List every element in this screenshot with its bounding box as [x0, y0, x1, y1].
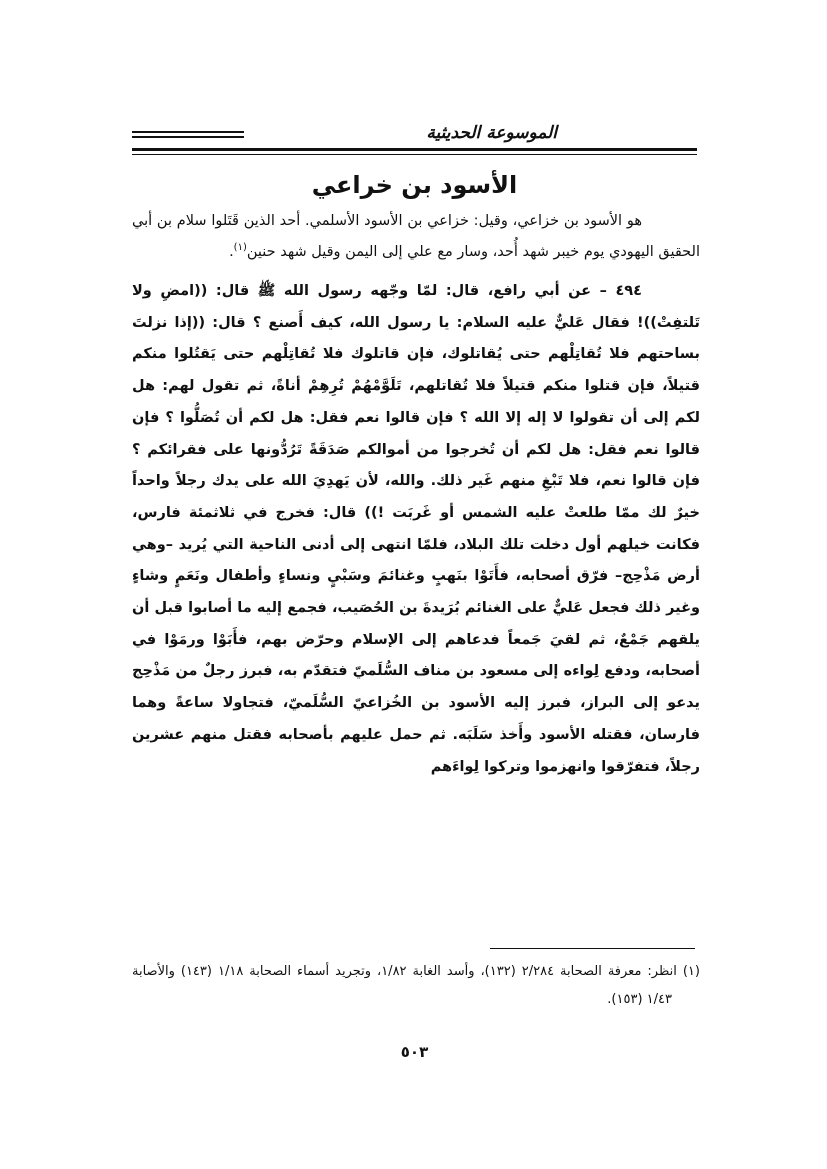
- footnote-text: (١) انظر: معرفة الصحابة ٢/٢٨٤ (١٣٢)، وأسد الغابة ١/٨٢، وتجريد أسماء الصحابة ١/١٨ (١٤٣) والأصابة ١/٤٣ (١٥٣).: [132, 964, 700, 1007]
- intro-paragraph: [132, 206, 700, 268]
- running-header: [132, 118, 697, 158]
- intro-text: هو الأسود بن خزاعي، وقيل: خزاعي بن الأسود الأسلمي. أحد الذين قَتَلوا سلام بن أبي الحقيق اليهودي يوم خيبر شهد أُحد، وسار مع علي إلى اليمن وقيل شهد حنين: [132, 213, 700, 260]
- header-short-rule: [132, 131, 244, 138]
- footnote-ref: (١): [233, 242, 247, 254]
- header-double-rule: [132, 148, 697, 155]
- page-number: ٥٠٣: [400, 1043, 429, 1061]
- entry-title: الأسود بن خراعي: [311, 171, 518, 199]
- intro-end: .: [229, 244, 234, 260]
- hadith-paragraph: ٤٩٤ – عن أبي رافع، قال: لمّا وجّهه رسول الله ﷺ قال: ((امضِ ولا تَلتفِتْ))! فقال عَليٌّ عليه السلام: يا رسول الله، كيف أَصنع ؟ قال: ((إذا نزلتَ بساحتهم فلا تُقاتِلْهم حتى يُقاتلوك، فإن قاتلوك فلا تُقاتِلْهم حتى يَقتُلوا منكم قتيلاً، فإن قتلوا منكم قتيلاً فلا تُقاتلهم، تَلَوَّمْهُمْ تُرِهِمْ أناةً، ثم تقول لهم: هل لكم إلى أن تقولوا لا إله إلا الله ؟ فإن قالوا نعم فقل: هل لكم أن تُصَلُّوا ؟ فإن قالوا نعم فقل: هل لكم أن تُخرجوا من أموالكم صَدَقَةً تَرُدُّونها على فقرائكم ؟ فإن قالوا نعم، فلا تَبْغِ منهم غَير ذلك. والله، لأن يَهدِيَ الله على يدك رجلاً واحداً خيرٌ لك ممّا طلعتْ عليه الشمس أو غَربَت !)) قال: فخرج في ثلاثمئة فارس، فكانت خيلهم أول دخلت تلك البلاد، فلمّا انتهى إلى أدنى الناحية التي يُريد –وهي أرض مَذْحِج– فرّق أصحابه، فأَتَوْا بنَهبٍ وغنائمَ وسَبْيٍ ونساءٍ وأطفال ونَعَمٍ وشاءٍ وغير ذلك فجعل عَليٌّ على الغنائم بُرَيدةَ بن الحُصَيب، فجمع إليه ما أصابوا قبل أن يلقهم جَمْعٌ، ثم لقيَ جَمعاً فدعاهم إلى الإسلام وحرّض بهم، فأَبَوْا ورمَوْا في أصحابه، ودفع لِواءه إلى مسعود بن مناف السُّلَميّ فتقدّم به، فبرز رجلٌ من مَذْحِج يدعو إلى البراز، فبرز إليه الأسود بن الخُزاعيّ السُّلَميّ، فتجاولا ساعةً وهما فارسان، فقتله الأسود وأَخذ سَلَبَه. ثم حمل عليهم بأصحابه فقتل منهم عشرين رجلاً، فتفرّقوا وانهزموا وتركوا لِواءَهم: [132, 283, 700, 775]
- body-text: [132, 206, 700, 783]
- footnote-rule: [490, 948, 695, 949]
- running-title: الموسوعة الحديثية: [426, 123, 557, 143]
- footnote: [132, 958, 700, 1014]
